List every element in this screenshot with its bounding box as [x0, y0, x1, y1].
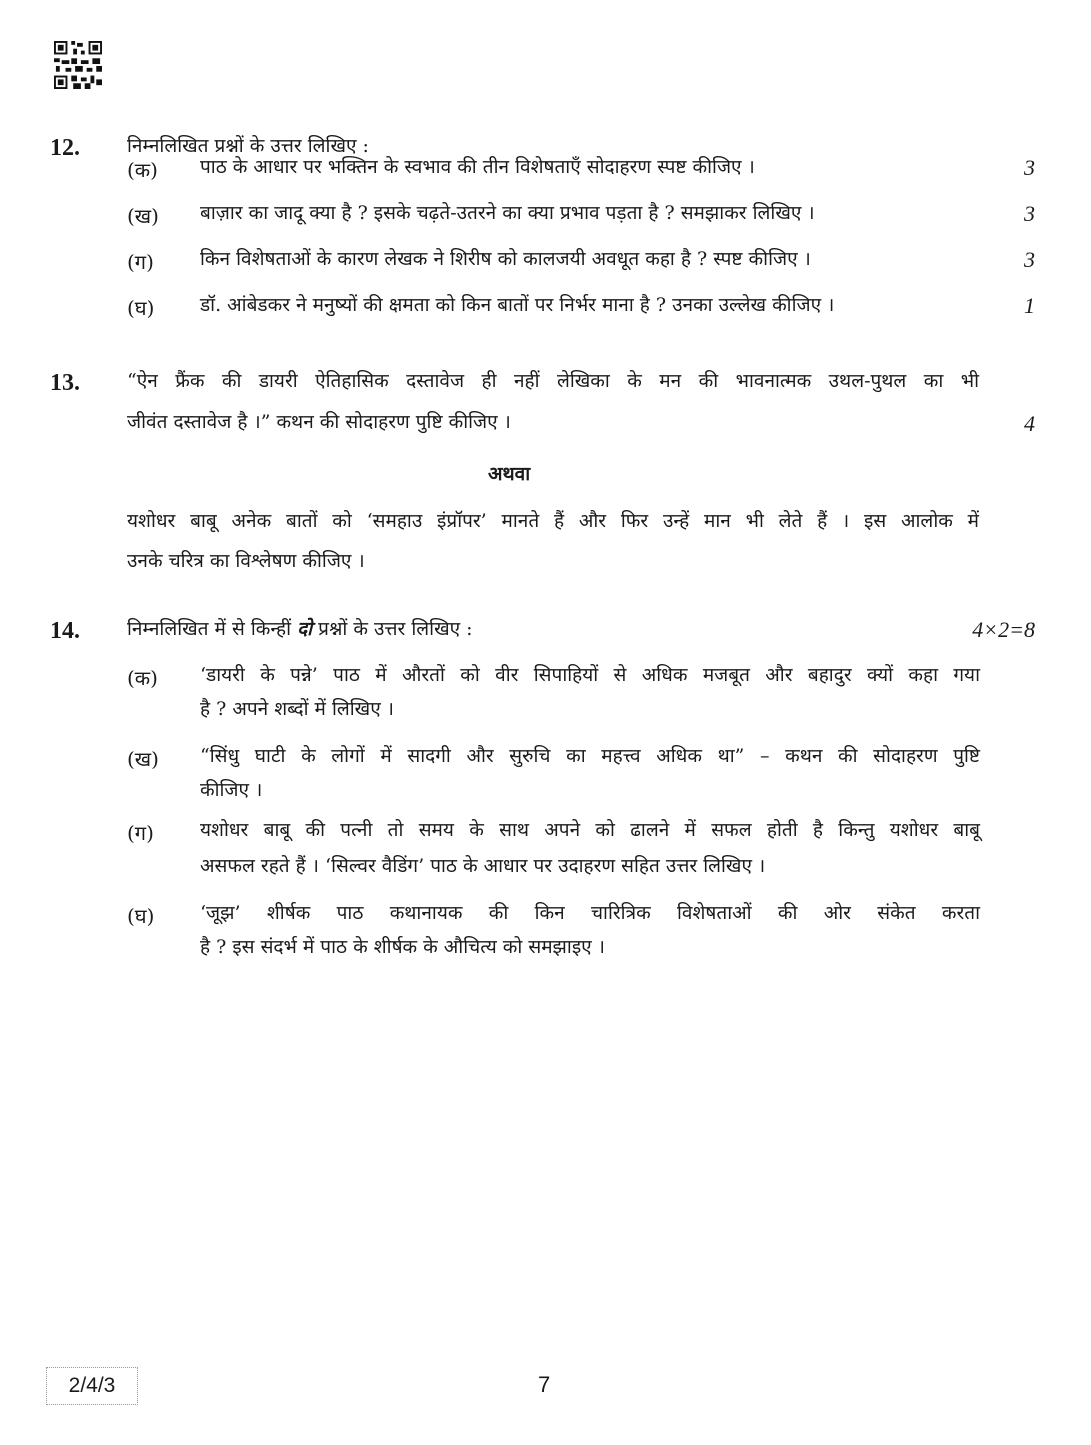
marks: 4: [1024, 411, 1035, 436]
part-label: (ग): [127, 250, 154, 274]
alternate-question-line: उनके चरित्र का विश्लेषण कीजिए ।: [127, 550, 365, 572]
part-text-line: असफल रहते हैं । ‘सिल्वर वैडिंग’ पाठ के आधार पर उदाहरण सहित उत्तर लिखिए ।: [200, 855, 766, 877]
prompt-emphasis: दो: [297, 618, 313, 640]
question-text-line: “ऐन फ्रैंक की डायरी ऐतिहासिक दस्तावेज ही नहीं लेखिका के मन की भावनात्मक उथल-पुथल का भी: [127, 370, 979, 392]
part-text-line: है ? अपने शब्दों में लिखिए ।: [200, 698, 394, 720]
part-text-line: कीजिए ।: [200, 779, 263, 801]
question-number: 14.: [50, 618, 80, 644]
prompt-after: प्रश्नों के उत्तर लिखिए :: [318, 618, 473, 640]
marks: 4×2=8: [972, 617, 1035, 642]
marks: 3: [1024, 247, 1035, 272]
part-label: (ख): [127, 747, 159, 771]
or-label: अथवा: [488, 463, 531, 485]
paper-code: 2/4/3: [46, 1367, 138, 1405]
part-text-line: ‘जूझ’ शीर्षक पाठ कथानायक की किन चारित्रिक विशेषताओं की ओर संकेत करता: [200, 902, 980, 924]
part-text: डॉ. आंबेडकर ने मनुष्यों की क्षमता को किन बातों पर निर्भर माना है ? उनका उल्लेख कीजिए ।: [200, 294, 835, 316]
qr-code-icon: [53, 41, 103, 89]
part-label: (ख): [127, 204, 159, 228]
part-label: (घ): [127, 904, 155, 928]
marks: 3: [1024, 201, 1035, 226]
part-text-line: यशोधर बाबू की पत्नी तो समय के साथ अपने को ढालने में सफल होती है किन्तु यशोधर बाबू: [200, 819, 980, 841]
part-label: (क): [127, 158, 158, 182]
part-text: बाज़ार का जादू क्या है ? इसके चढ़ते-उतरने का क्या प्रभाव पड़ता है ? समझाकर लिखिए ।: [200, 202, 815, 224]
part-label: (क): [127, 666, 158, 690]
question-number: 13.: [50, 370, 80, 396]
marks: 3: [1024, 155, 1035, 180]
marks: 1: [1024, 293, 1035, 318]
page-number: 7: [538, 1372, 551, 1397]
part-text-line: ‘डायरी के पन्ने’ पाठ में औरतों को वीर सिपाहियों से अधिक मजबूत और बहादुर क्यों कहा गया: [200, 664, 980, 686]
question-prompt: निम्नलिखित प्रश्नों के उत्तर लिखिए :: [127, 135, 369, 157]
question-prompt: [127, 620, 473, 639]
prompt-before: निम्नलिखित में से किन्हीं: [127, 618, 292, 640]
part-text-line: “सिंधु घाटी के लोगों में सादगी और सुरुचि का महत्त्व अधिक था” – कथन की सोदाहरण पुष्टि: [200, 745, 980, 767]
part-label: (घ): [127, 296, 155, 320]
question-number: 12.: [50, 135, 80, 161]
part-text-line: है ? इस संदर्भ में पाठ के शीर्षक के औचित्य को समझाइए ।: [200, 936, 605, 958]
alternate-question-line: यशोधर बाबू अनेक बातों को ‘समहाउ इंप्रॉपर’ मानते हैं और फिर उन्हें मान भी लेते हैं । इस आलोक में: [127, 510, 979, 532]
part-label: (ग): [127, 821, 154, 845]
part-text: किन विशेषताओं के कारण लेखक ने शिरीष को कालजयी अवधूत कहा है ? स्पष्ट कीजिए ।: [200, 248, 811, 270]
question-text-line: जीवंत दस्तावेज है ।” कथन की सोदाहरण पुष्टि कीजिए ।: [127, 411, 511, 433]
part-text: पाठ के आधार पर भक्तिन के स्वभाव की तीन विशेषताएँ सोदाहरण स्पष्ट कीजिए ।: [200, 156, 755, 178]
